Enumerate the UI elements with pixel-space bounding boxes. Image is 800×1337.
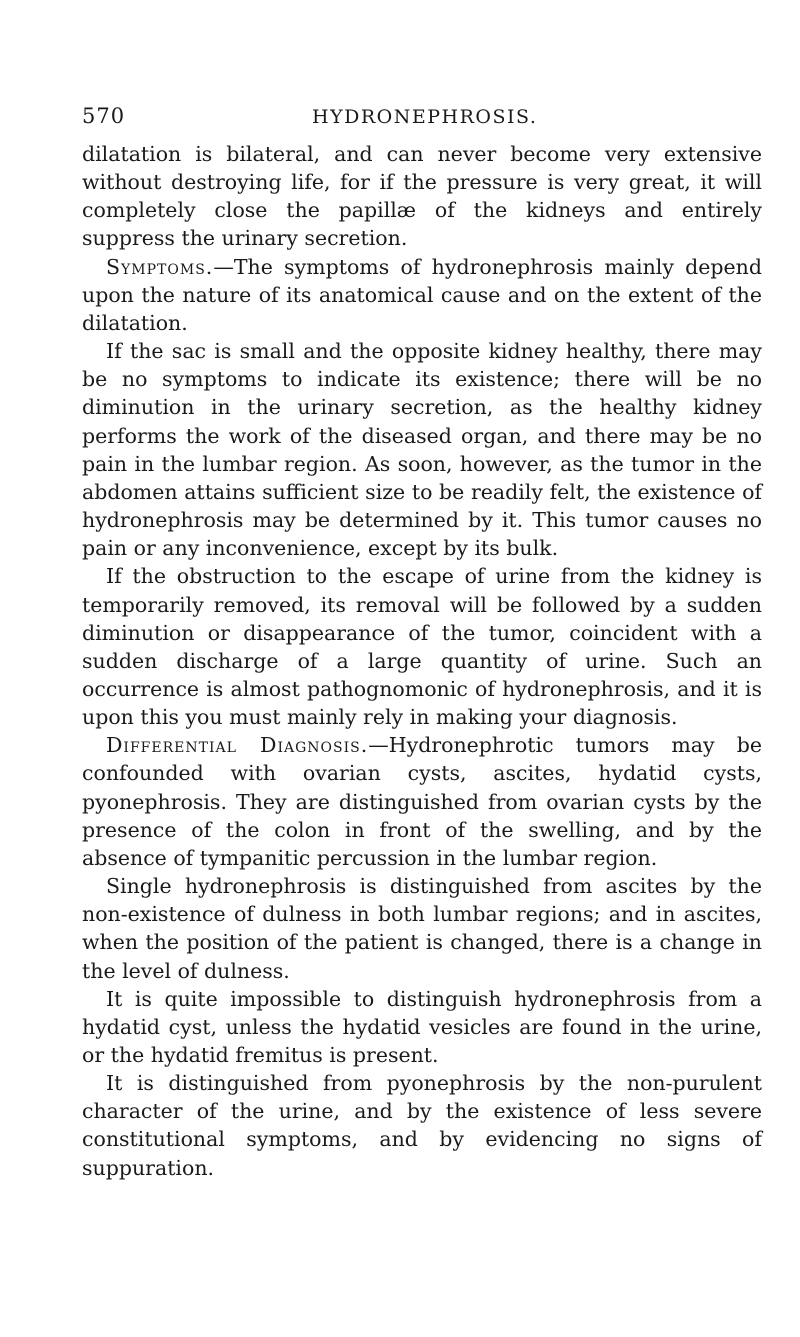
paragraph-3 (82, 337, 762, 562)
paragraph-7-text: It is quite impossible to distinguish hydronephrosis from a hydatid cyst, unless the hydatid vesicles are found in the urine, or the hydatid fremitus is present. (82, 986, 762, 1067)
paragraph-differential-diagnosis-text: —Hydronephrotic tumors may be confounded with ovarian cysts, ascites, hydatid cysts, pyonephrosis. They are distinguished from ovarian cysts by the presence of the colon in front of the swelling, and by the absence of tympanitic percussion in the lumbar region. (82, 733, 762, 870)
paragraph-1-text: dilatation is bilateral, and can never become very extensive without destroying life, for if the pressure is very great, it will completely close the papillæ of the kidneys and entirely suppress the urinary secretion. (82, 142, 762, 251)
paragraph-symptoms-text: —The symptoms of hydronephrosis mainly depend upon the nature of its anatomical cause and on the extent of the dilatation. (82, 254, 762, 335)
section-heading-differential-diagnosis: Differential Diagnosis. (106, 733, 369, 758)
paragraph-8 (82, 1069, 762, 1182)
paragraph-differential-diagnosis (82, 731, 762, 872)
running-title: HYDRONEPHROSIS. (312, 106, 538, 128)
paragraph-8-text: It is distinguished from pyonephrosis by the non-purulent character of the urine, and by the existence of less severe constitutional symptoms, and by evidencing no signs of suppuration. (82, 1071, 762, 1180)
paragraph-6-text: Single hydronephrosis is distinguished from ascites by the non-existence of dulness in both lumbar regions; and in ascites, when the position of the patient is changed, there is a change in the level of dulness. (82, 874, 762, 983)
paragraph-symptoms (82, 253, 762, 337)
paragraph-1 (82, 140, 762, 253)
paragraph-3-text: If the sac is small and the opposite kidney healthy, there may be no symptoms to indicate its existence; there will be no diminution in the urinary secretion, as the healthy kidney performs the work of the diseased organ, and there may be no pain in the lumbar region. As soon, however, as the tumor in the abdomen attains sufficient size to be readily felt, the existence of hydronephrosis may be determined by it. This tumor causes no pain or any inconvenience, except by its bulk. (82, 339, 762, 561)
paragraph-6 (82, 872, 762, 985)
paragraph-7 (82, 985, 762, 1069)
paragraph-4 (82, 562, 762, 731)
section-heading-symptoms: Symptoms. (106, 254, 214, 279)
running-head (82, 104, 762, 134)
page-number: 570 (82, 104, 126, 128)
paragraph-4-text: If the obstruction to the escape of urine from the kidney is temporarily removed, its removal will be followed by a sudden diminution or disappearance of the tumor, coincident with a sudden discharge of a large quantity of urine. Such an occurrence is almost pathognomonic of hydronephrosis, and it is upon this you must mainly rely in making your diagnosis. (82, 564, 762, 730)
body-text (82, 140, 762, 1182)
